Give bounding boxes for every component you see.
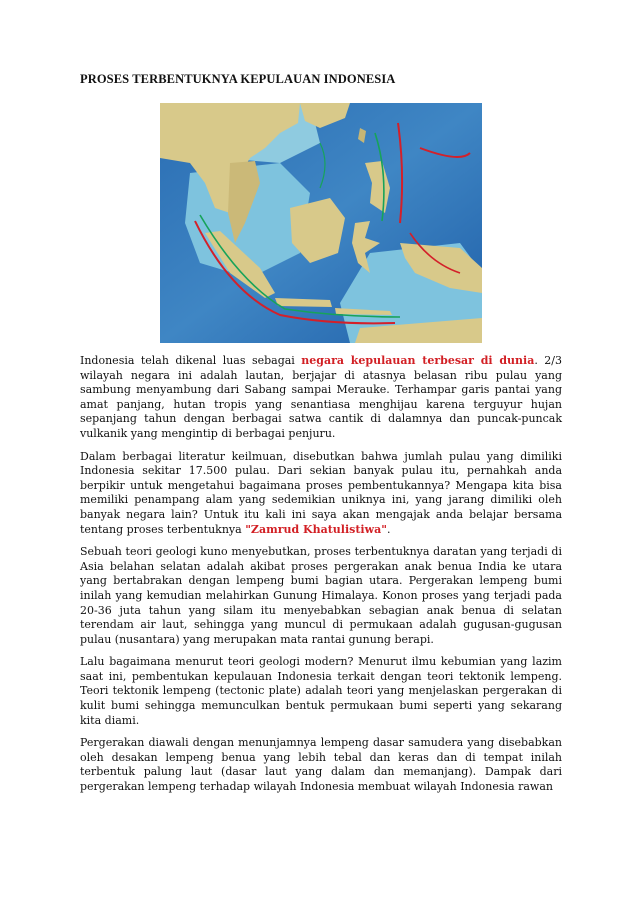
paragraph-2: Dalam berbagai literatur keilmuan, disebutkan bahwa jumlah pulau yang dimiliki Indonesia sekitar 17.500 pulau. Dari sekian banyak pulau itu, pernahkah anda berpikir untuk mengetahui bagaimana proses pembentukannya? Mengapa kita bisa memiliki penampang alam yang sedemikian uniknya ini, yang jarang dimiliki oleh banyak negara lain? Untuk itu kali ini saya akan mengajak anda belajar bersama tentang proses terbentuknya "Zamrud Khatulistiwa". [80, 449, 562, 536]
paragraph-3: Sebuah teori geologi kuno menyebutkan, proses terbentuknya daratan yang terjadi di Asia belahan selatan adalah akibat proses pergerakan anak benua India ke utara yang bertabrakan dengan lempeng bumi bagian utara. Pergerakan lempeng bumi inilah yang kemudian melahirkan Gunung Himalaya. Konon proses yang terjadi pada 20-36 juta tahun yang silam itu menyebabkan sebagian anak benua di selatan terendam air laut, sehingga yang muncul di permukaan adalah gugusan-gugusan pulau (nusantara) yang merupakan mata rantai gunung berapi. [80, 545, 562, 646]
paragraph-4: Lalu bagaimana menurut teori geologi modern? Menurut ilmu kebumian yang lazim saat ini, pembentukan kepulauan Indonesia terkait dengan teori tektonik lempeng. Teori tektonik lempeng (tectonic plate) adalah teori yang menjelaskan pergerakan di kulit bumi sehingga memunculkan bentuk permukaan bumi seperti yang sekarang kita diami. [80, 655, 562, 727]
map-image [160, 103, 482, 343]
highlight-zamrud-khatulistiwa: "Zamrud Khatulistiwa" [245, 522, 387, 536]
document-title: PROSES TERBENTUKNYA KEPULAUAN INDONESIA [80, 72, 396, 86]
paragraph-5: Pergerakan diawali dengan menunjamnya lempeng dasar samudera yang disebabkan oleh desakan lempeng benua yang lebih tebal dan keras dan di tempat inilah terbentuk palung laut (dasar laut yang dalam dan memanjang). Dampak dari pergerakan lempeng terhadap wilayah Indonesia membuat wilayah Indonesia rawan [80, 736, 562, 794]
article-body [80, 354, 562, 803]
paragraph-1: Indonesia telah dikenal luas sebagai negara kepulauan terbesar di dunia. 2/3 wilayah negara ini adalah lautan, berjajar di atasnya belasan ribu pulau yang sambung menyambung dari Sabang sampai Merauke. Terhampar garis pantai yang amat panjang, hutan tropis yang senantiasa menghijau karena terguyur hujan sepanjang tahun dengan berbagai satwa cantik di dalamnya dan puncak-puncak vulkanik yang mengintip di berbagai penjuru. [80, 354, 562, 440]
highlight-negara-kepulauan: negara kepulauan terbesar di dunia [301, 354, 535, 367]
